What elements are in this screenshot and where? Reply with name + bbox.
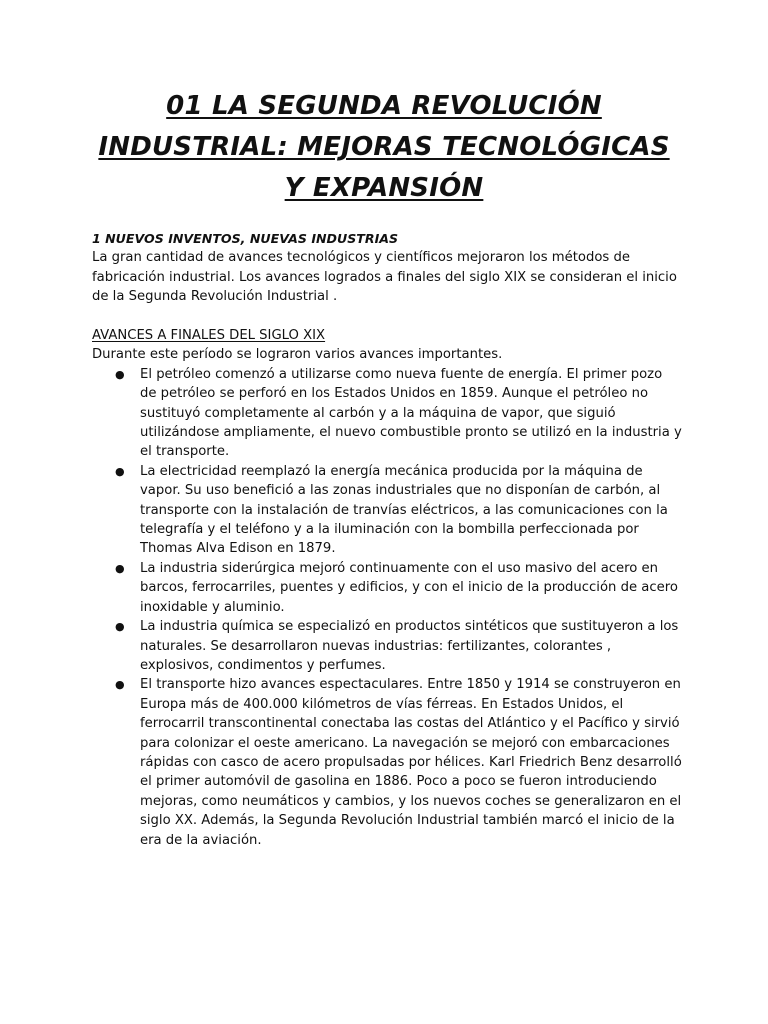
list-item-text: La industria química se especializó en productos sintéticos que sustituyeron a los naturales. Se desarrollaron nuevas industrias: fertilizantes, colorantes , explosivos, condimentos y perfumes. xyxy=(140,619,679,673)
paragraph-spacer xyxy=(92,307,682,326)
list-item xyxy=(115,675,682,850)
list-item-text: El transporte hizo avances espectaculares. Entre 1850 y 1914 se construyeron en Europa más de 400.000 kilómetros de vías férreas. En Estados Unidos, el ferrocarril transcontinental conectaba las costas del Atlántico y el Pacífico y sirvió para colonizar el oeste americano. La navegación se mejoró con embarcaciones rápidas con casco de acero propulsadas por hélices. Karl Friedrich Benz desarrolló el primer automóvil de gasolina en 1886. Poco a poco se fueron introduciendo mejoras, como neumáticos y cambios, y los nuevos coches se generalizaron en el siglo XX. Además, la Segunda Revolución Industrial también marcó el inicio de la era de la aviación. xyxy=(140,677,682,848)
bullet-icon: ● xyxy=(115,367,125,381)
bullet-icon: ● xyxy=(115,561,125,575)
document-body xyxy=(92,229,682,850)
list-item xyxy=(115,617,682,675)
list-item xyxy=(115,365,682,462)
document-title: 01 LA SEGUNDA REVOLUCIÓN INDUSTRIAL: MEJORAS TECNOLÓGICAS Y EXPANSIÓN xyxy=(98,91,670,203)
list-item-text: La electricidad reemplazó la energía mecánica producida por la máquina de vapor. Su uso benefició a las zonas industriales que no disponían de carbón, al transporte con la instalación de tranvías eléctricos, a las comunicaciones con la telegrafía y el teléfono y a la iluminación con la bombilla perfeccionada por Thomas Alva Edison en 1879. xyxy=(140,463,668,557)
bullet-icon: ● xyxy=(115,620,125,634)
bullet-icon: ● xyxy=(115,678,125,692)
section-heading: 1 NUEVOS INVENTOS, NUEVAS INDUSTRIAS xyxy=(92,231,399,246)
section-intro-paragraph: La gran cantidad de avances tecnológicos y científicos mejoraron los métodos de fabricación industrial. Los avances logrados a finales del siglo XIX se consideran el inicio de la Segunda Revolución Industrial . xyxy=(92,250,677,305)
subsection-heading: AVANCES A FINALES DEL SIGLO XIX xyxy=(92,328,326,344)
subsection-intro-paragraph: Durante este período se lograron varios avances importantes. xyxy=(92,347,503,363)
list-item-text: El petróleo comenzó a utilizarse como nueva fuente de energía. El primer pozo de petróleo se perforó en los Estados Unidos en 1859. Aunque el petróleo no sustituyó completamente al carbón y a la máquina de vapor, que siguió utilizándose ampliamente, el nuevo combustible pronto se utilizó en la industria y el transporte. xyxy=(140,366,682,460)
bullet-icon: ● xyxy=(115,464,125,478)
advances-list xyxy=(92,365,682,850)
list-item xyxy=(115,559,682,617)
list-item-text: La industria siderúrgica mejoró continuamente con el uso masivo del acero en barcos, ferrocarriles, puentes y edificios, y con el inicio de la producción de acero inoxidable y aluminio. xyxy=(140,560,678,615)
list-item xyxy=(115,462,682,559)
